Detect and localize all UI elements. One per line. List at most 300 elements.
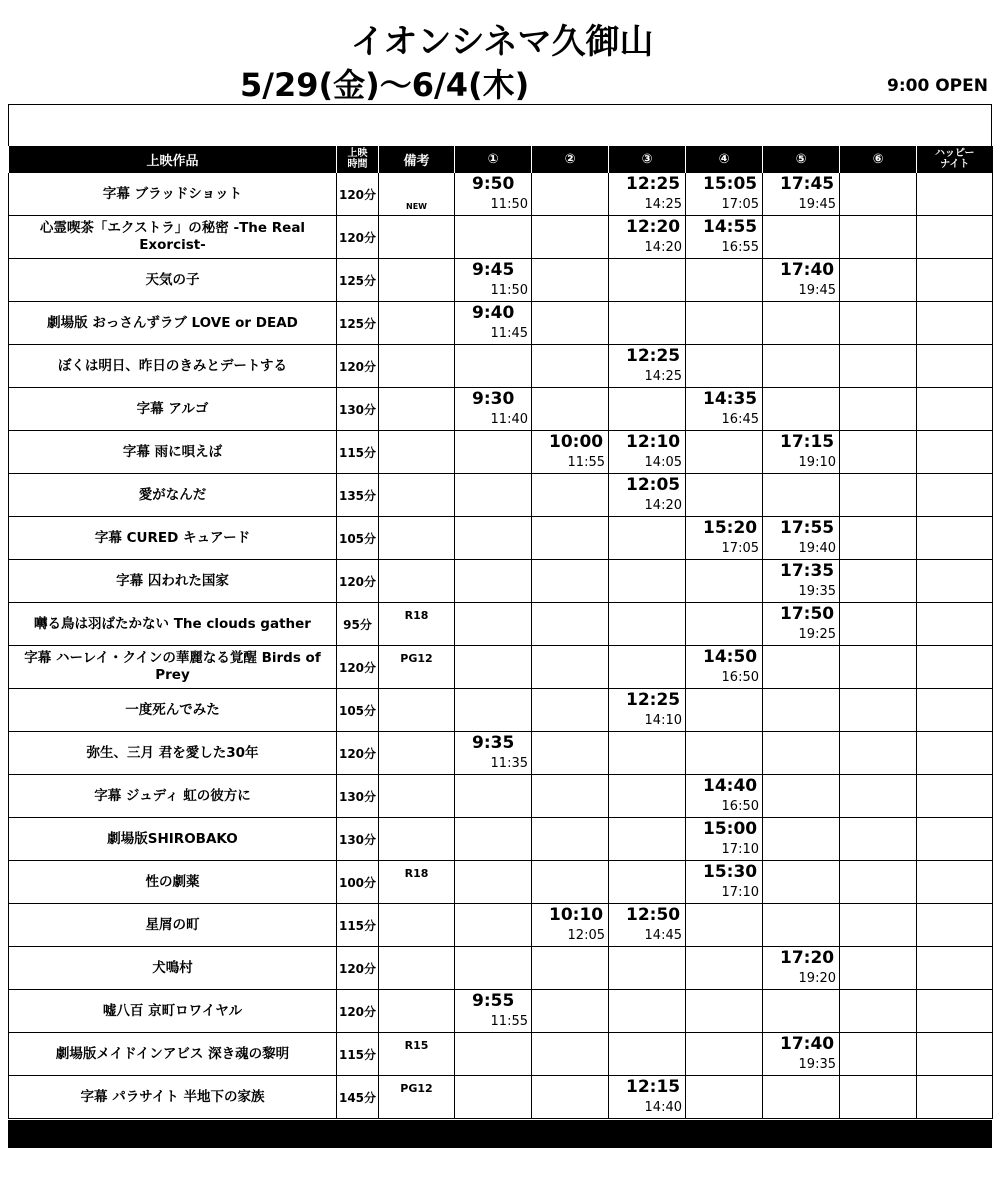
screen-6-cell [840,560,917,603]
note-cell [379,1076,455,1119]
screen-4-cell [686,345,763,388]
col-header-screen-5: ⑤ [763,146,840,173]
showtime-end: 14:25 [644,369,682,384]
screen-4-cell [686,904,763,947]
table-row [9,1076,993,1119]
happy-night-cell [917,646,993,689]
screen-1-cell [455,603,532,646]
showtime-end: 19:25 [798,627,836,642]
note-cell [379,474,455,517]
happy-night-cell [917,173,993,216]
screen-2-cell [532,259,609,302]
movie-title: 天気の子 [9,259,337,302]
screen-6-cell [840,1033,917,1076]
screen-2-cell [532,775,609,818]
screen-4-cell [686,603,763,646]
happy-night-cell [917,517,993,560]
showtime-start: 15:00 [703,819,758,839]
runtime: 130分 [337,388,379,431]
showtime-end: 11:55 [567,455,605,470]
screen-6-cell [840,861,917,904]
happy-night-cell [917,990,993,1033]
screen-2-cell [532,990,609,1033]
movie-title: 字幕 パラサイト 半地下の家族 [9,1076,337,1119]
movie-title: 心霊喫茶「エクストラ」の秘密 -The Real Exorcist- [9,216,337,259]
happy-night-cell [917,388,993,431]
showtime-end: 17:10 [721,842,759,857]
runtime: 100分 [337,861,379,904]
note-cell [379,431,455,474]
note-cell [379,775,455,818]
showtime-start: 17:20 [780,948,835,968]
table-row [9,861,993,904]
screen-1-cell [455,173,532,216]
screen-4-cell [686,861,763,904]
showtime-start: 14:40 [703,776,758,796]
happy-night-cell [917,861,993,904]
happy-night-cell [917,259,993,302]
table-row [9,302,993,345]
screen-6-cell [840,646,917,689]
screen-5-cell [763,216,840,259]
showtime-end: 17:10 [721,885,759,900]
screen-5-cell [763,646,840,689]
showtime-start: 9:35 [472,733,515,753]
showtime-start: 14:35 [703,389,758,409]
showtime-end: 14:20 [644,240,682,255]
showtime-end: 14:10 [644,713,682,728]
happy-night-cell [917,904,993,947]
runtime: 120分 [337,947,379,990]
screen-5-cell [763,517,840,560]
runtime: 115分 [337,1033,379,1076]
runtime: 145分 [337,1076,379,1119]
screen-1-cell [455,1033,532,1076]
note-cell [379,646,455,689]
showtime-start: 9:30 [472,389,515,409]
note-cell [379,259,455,302]
screen-1-cell [455,474,532,517]
screen-6-cell [840,345,917,388]
schedule-table [8,146,993,1119]
showtime-start: 17:15 [780,432,835,452]
happy-night-cell [917,216,993,259]
showtime-start: 15:30 [703,862,758,882]
screen-3-cell [609,904,686,947]
happy-night-cell [917,1076,993,1119]
showtime-end: 19:35 [798,584,836,599]
screen-4-cell [686,1033,763,1076]
screen-2-cell [532,1033,609,1076]
col-header-happy-night [917,146,993,173]
showtime-end: 16:50 [721,799,759,814]
showtime-end: 14:05 [644,455,682,470]
screen-1-cell [455,259,532,302]
movie-title: 字幕 囚われた国家 [9,560,337,603]
rating-badge: NEW [406,202,427,211]
screen-4-cell [686,732,763,775]
screen-2-cell [532,732,609,775]
screen-5-cell [763,818,840,861]
runtime: 120分 [337,560,379,603]
happy-night-cell [917,947,993,990]
table-row [9,431,993,474]
screen-3-cell [609,173,686,216]
screen-3-cell [609,603,686,646]
screen-1-cell [455,431,532,474]
col-header-runtime [337,146,379,173]
showtime-start: 12:25 [626,346,681,366]
screen-4-cell [686,431,763,474]
rating-badge: PG12 [400,1082,433,1095]
screen-5-cell [763,1076,840,1119]
col-header-screen-4: ④ [686,146,763,173]
screen-3-cell [609,517,686,560]
screen-1-cell [455,818,532,861]
rating-badge: R18 [404,867,429,880]
runtime: 130分 [337,818,379,861]
screen-3-cell [609,732,686,775]
schedule-dates: 5/29(金)〜6/4(木) [240,66,530,104]
note-cell [379,947,455,990]
screen-1-cell [455,990,532,1033]
screen-2-cell [532,904,609,947]
screen-6-cell [840,259,917,302]
screen-4-cell [686,259,763,302]
screen-5-cell [763,302,840,345]
screen-4-cell [686,173,763,216]
screen-5-cell [763,345,840,388]
screen-3-cell [609,646,686,689]
screen-1-cell [455,517,532,560]
movie-title: 嘘八百 京町ロワイヤル [9,990,337,1033]
showtime-end: 17:05 [721,541,759,556]
screen-6-cell [840,388,917,431]
screen-2-cell [532,603,609,646]
screen-6-cell [840,603,917,646]
screen-3-cell [609,947,686,990]
screen-5-cell [763,603,840,646]
screen-3-cell [609,990,686,1033]
rating-badge: R18 [404,609,429,622]
screen-1-cell [455,216,532,259]
showtime-start: 12:10 [626,432,681,452]
showtime-start: 17:55 [780,518,835,538]
screen-6-cell [840,474,917,517]
runtime: 105分 [337,689,379,732]
table-row [9,947,993,990]
screen-5-cell [763,431,840,474]
showtime-start: 12:50 [626,905,681,925]
screen-5-cell [763,1033,840,1076]
happy-night-cell [917,302,993,345]
screen-6-cell [840,732,917,775]
table-row [9,689,993,732]
note-cell [379,216,455,259]
showtime-end: 14:45 [644,928,682,943]
screen-2-cell [532,431,609,474]
screen-2-cell [532,646,609,689]
happy-night-cell [917,775,993,818]
screen-6-cell [840,517,917,560]
screen-5-cell [763,388,840,431]
col-header-title: 上映作品 [9,146,337,173]
table-row [9,259,993,302]
screen-4-cell [686,302,763,345]
screen-4-cell [686,689,763,732]
happy-night-cell [917,818,993,861]
runtime: 120分 [337,173,379,216]
screen-2-cell [532,345,609,388]
screen-1-cell [455,689,532,732]
showtime-start: 12:05 [626,475,681,495]
runtime: 115分 [337,904,379,947]
movie-title: 字幕 ブラッドショット [9,173,337,216]
runtime: 130分 [337,775,379,818]
showtime-start: 12:15 [626,1077,681,1097]
runtime: 95分 [337,603,379,646]
screen-4-cell [686,947,763,990]
showtime-end: 19:20 [798,971,836,986]
screen-2-cell [532,1076,609,1119]
note-cell [379,732,455,775]
showtime-start: 9:45 [472,260,515,280]
col-header-screen-2: ② [532,146,609,173]
rating-badge: PG12 [400,652,433,665]
table-row [9,388,993,431]
showtime-start: 10:10 [549,905,604,925]
showtime-start: 14:50 [703,647,758,667]
showtime-end: 19:45 [798,197,836,212]
note-cell [379,388,455,431]
screen-3-cell [609,216,686,259]
showtime-end: 14:40 [644,1100,682,1115]
screen-5-cell [763,947,840,990]
showtime-start: 17:45 [780,174,835,194]
screen-4-cell [686,216,763,259]
showtime-end: 11:50 [490,283,528,298]
showtime-start: 15:20 [703,518,758,538]
showtime-end: 11:35 [490,756,528,771]
table-header-row [9,146,993,173]
table-row [9,646,993,689]
screen-4-cell [686,818,763,861]
screen-3-cell [609,775,686,818]
screen-1-cell [455,1076,532,1119]
showtime-end: 16:45 [721,412,759,427]
table-row [9,732,993,775]
movie-title: 字幕 ジュディ 虹の彼方に [9,775,337,818]
screen-4-cell [686,474,763,517]
table-row [9,904,993,947]
showtime-start: 12:20 [626,217,681,237]
runtime: 105分 [337,517,379,560]
note-cell [379,904,455,947]
movie-title: 愛がなんだ [9,474,337,517]
screen-4-cell [686,646,763,689]
screen-3-cell [609,1033,686,1076]
screen-6-cell [840,216,917,259]
screen-1-cell [455,345,532,388]
screen-3-cell [609,388,686,431]
happy-night-cell [917,560,993,603]
note-cell [379,560,455,603]
showtime-start: 17:40 [780,1034,835,1054]
screen-5-cell [763,861,840,904]
screen-6-cell [840,302,917,345]
showtime-end: 19:35 [798,1057,836,1072]
showtime-start: 9:55 [472,991,515,1011]
runtime: 120分 [337,646,379,689]
screen-2-cell [532,689,609,732]
screen-3-cell [609,1076,686,1119]
note-cell [379,1033,455,1076]
screen-2-cell [532,947,609,990]
movie-title: 劇場版SHIROBAKO [9,818,337,861]
screen-5-cell [763,474,840,517]
screen-3-cell [609,689,686,732]
screen-1-cell [455,302,532,345]
screen-6-cell [840,1076,917,1119]
screen-2-cell [532,388,609,431]
screen-2-cell [532,173,609,216]
table-row [9,173,993,216]
showtime-start: 14:55 [703,217,758,237]
screen-1-cell [455,861,532,904]
note-cell [379,990,455,1033]
screen-6-cell [840,775,917,818]
screen-2-cell [532,517,609,560]
happy-night-cell [917,603,993,646]
page-title: イオンシネマ久御山 [350,22,654,62]
table-row [9,345,993,388]
screen-5-cell [763,990,840,1033]
happy-night-cell [917,689,993,732]
showtime-start: 12:25 [626,174,681,194]
movie-title: 字幕 CURED キュアード [9,517,337,560]
header-box [8,104,992,146]
showtime-start: 15:05 [703,174,758,194]
screen-4-cell [686,560,763,603]
showtime-start: 9:40 [472,303,515,323]
showtime-end: 17:05 [721,197,759,212]
screen-3-cell [609,259,686,302]
screen-6-cell [840,689,917,732]
happy-night-cell [917,345,993,388]
screen-5-cell [763,732,840,775]
note-cell [379,818,455,861]
note-cell [379,173,455,216]
screen-1-cell [455,947,532,990]
screen-3-cell [609,560,686,603]
screen-2-cell [532,861,609,904]
movie-title: 星屑の町 [9,904,337,947]
screen-3-cell [609,861,686,904]
runtime: 125分 [337,302,379,345]
showtime-end: 14:20 [644,498,682,513]
runtime-header-text: 上映 時間 [347,148,368,170]
movie-title: 犬鳴村 [9,947,337,990]
table-row [9,818,993,861]
col-header-note: 備考 [379,146,455,173]
runtime: 120分 [337,990,379,1033]
screen-2-cell [532,216,609,259]
happy-night-cell [917,474,993,517]
screen-4-cell [686,388,763,431]
screen-6-cell [840,947,917,990]
screen-6-cell [840,173,917,216]
screen-2-cell [532,560,609,603]
showtime-end: 12:05 [567,928,605,943]
screen-2-cell [532,474,609,517]
screen-5-cell [763,173,840,216]
runtime: 120分 [337,732,379,775]
table-row [9,990,993,1033]
movie-title: 字幕 雨に唄えば [9,431,337,474]
movie-title: 弥生、三月 君を愛した30年 [9,732,337,775]
screen-3-cell [609,818,686,861]
screen-5-cell [763,904,840,947]
screen-2-cell [532,302,609,345]
showtime-start: 17:40 [780,260,835,280]
happy-night-header-text: ハッピー ナイト [934,148,975,170]
table-row [9,603,993,646]
happy-night-cell [917,1033,993,1076]
showtime-end: 19:45 [798,283,836,298]
screen-4-cell [686,775,763,818]
note-cell [379,517,455,560]
runtime: 120分 [337,345,379,388]
showtime-end: 11:50 [490,197,528,212]
table-row [9,775,993,818]
screen-1-cell [455,732,532,775]
screen-4-cell [686,1076,763,1119]
happy-night-cell [917,431,993,474]
note-cell [379,603,455,646]
showtime-end: 19:40 [798,541,836,556]
rating-badge: R15 [404,1039,429,1052]
screen-5-cell [763,560,840,603]
runtime: 135分 [337,474,379,517]
screen-1-cell [455,775,532,818]
footer-bar [8,1120,992,1148]
note-cell [379,861,455,904]
runtime: 115分 [337,431,379,474]
showtime-start: 17:35 [780,561,835,581]
showtime-end: 16:50 [721,670,759,685]
note-cell [379,689,455,732]
table-row [9,517,993,560]
movie-title: 字幕 アルゴ [9,388,337,431]
screen-3-cell [609,302,686,345]
screen-6-cell [840,431,917,474]
screen-4-cell [686,990,763,1033]
screen-6-cell [840,990,917,1033]
screen-5-cell [763,259,840,302]
col-header-screen-3: ③ [609,146,686,173]
movie-title: 字幕 ハーレイ・クインの華麗なる覚醒 Birds of Prey [9,646,337,689]
col-header-screen-6: ⑥ [840,146,917,173]
screen-3-cell [609,474,686,517]
runtime: 120分 [337,216,379,259]
runtime: 125分 [337,259,379,302]
showtime-end: 11:45 [490,326,528,341]
screen-1-cell [455,646,532,689]
screen-1-cell [455,388,532,431]
happy-night-cell [917,732,993,775]
note-cell [379,302,455,345]
movie-title: 性の劇薬 [9,861,337,904]
